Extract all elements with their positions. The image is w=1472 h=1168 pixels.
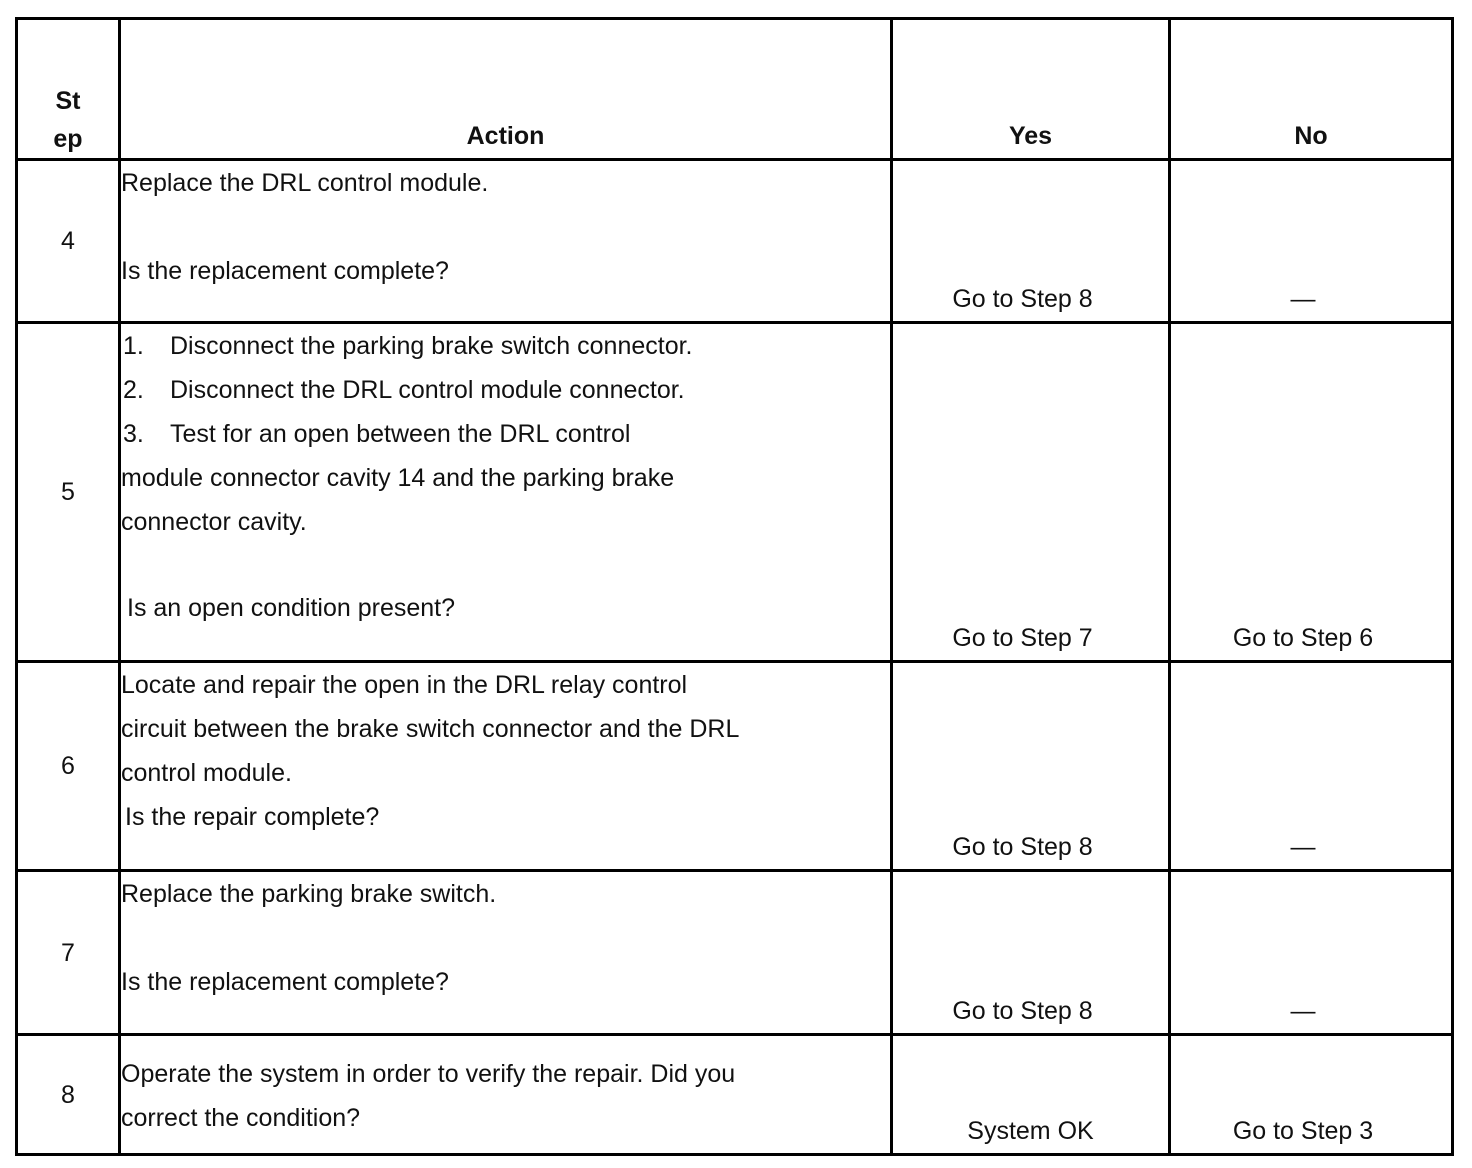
action-line: circuit between the brake switch connector and the DRL <box>121 715 740 743</box>
yes-cell <box>892 1035 1170 1155</box>
table-row <box>17 871 1453 1035</box>
no-link[interactable]: Go to Step 6 <box>1232 624 1374 652</box>
list-text: Disconnect the DRL control module connector. <box>170 376 685 404</box>
header-no: No <box>1170 19 1453 160</box>
yes-link[interactable]: Go to Step 8 <box>952 997 1093 1025</box>
no-cell <box>1170 871 1453 1035</box>
no-cell <box>1170 1035 1453 1155</box>
step-number: 6 <box>17 662 120 871</box>
yes-cell <box>892 871 1170 1035</box>
table-row <box>17 160 1453 323</box>
action-cell <box>120 871 892 1035</box>
header-step-line1: St <box>55 87 81 115</box>
action-question: Is the replacement complete? <box>121 257 449 285</box>
no-cell <box>1170 160 1453 323</box>
no-cell <box>1170 662 1453 871</box>
header-row <box>17 19 1453 160</box>
action-question: Is the repair complete? <box>125 803 380 831</box>
action-line: correct the condition? <box>121 1104 361 1132</box>
action-line: Replace the parking brake switch. <box>121 880 497 908</box>
yes-cell <box>892 662 1170 871</box>
header-action: Action <box>120 19 892 160</box>
list-text: Test for an open between the DRL control <box>170 420 631 448</box>
step-number: 7 <box>17 871 120 1035</box>
header-yes: Yes <box>892 19 1170 160</box>
table-row <box>17 1035 1453 1155</box>
action-line: Replace the DRL control module. <box>121 169 489 197</box>
list-number: 3. <box>123 420 144 448</box>
action-cell <box>120 662 892 871</box>
action-list-item <box>121 412 890 456</box>
action-line: Locate and repair the open in the DRL relay control <box>121 671 688 699</box>
action-cell <box>120 1035 892 1155</box>
step-number: 4 <box>17 160 120 323</box>
table-row <box>17 323 1453 662</box>
yes-link[interactable]: Go to Step 8 <box>952 833 1093 861</box>
action-list-item <box>121 368 890 412</box>
action-line: control module. <box>121 759 292 787</box>
header-step-line2: ep <box>53 125 83 153</box>
list-number: 2. <box>123 376 144 404</box>
action-cell <box>120 323 892 662</box>
no-value: — <box>1290 997 1316 1025</box>
yes-value: System OK <box>967 1117 1094 1145</box>
action-question: Is an open condition present? <box>127 594 456 622</box>
list-text: Disconnect the parking brake switch connector. <box>170 332 693 360</box>
list-number: 1. <box>123 332 144 360</box>
action-cell <box>120 160 892 323</box>
yes-cell <box>892 160 1170 323</box>
diagnostic-table <box>15 17 1454 1156</box>
action-line: module connector cavity 14 and the parking brake <box>121 464 675 492</box>
action-line: Operate the system in order to verify the repair. Did you <box>121 1060 736 1088</box>
yes-link[interactable]: Go to Step 8 <box>952 285 1093 313</box>
yes-link[interactable]: Go to Step 7 <box>952 624 1093 652</box>
no-value: — <box>1290 833 1316 861</box>
no-link[interactable]: Go to Step 3 <box>1232 1117 1374 1145</box>
no-value: — <box>1290 285 1316 313</box>
header-step <box>17 19 120 160</box>
step-number: 8 <box>17 1035 120 1155</box>
table-row <box>17 662 1453 871</box>
yes-cell <box>892 323 1170 662</box>
action-list-item <box>121 324 890 368</box>
no-cell <box>1170 323 1453 662</box>
step-number: 5 <box>17 323 120 662</box>
action-line: connector cavity. <box>121 508 307 536</box>
action-question: Is the replacement complete? <box>121 968 449 996</box>
